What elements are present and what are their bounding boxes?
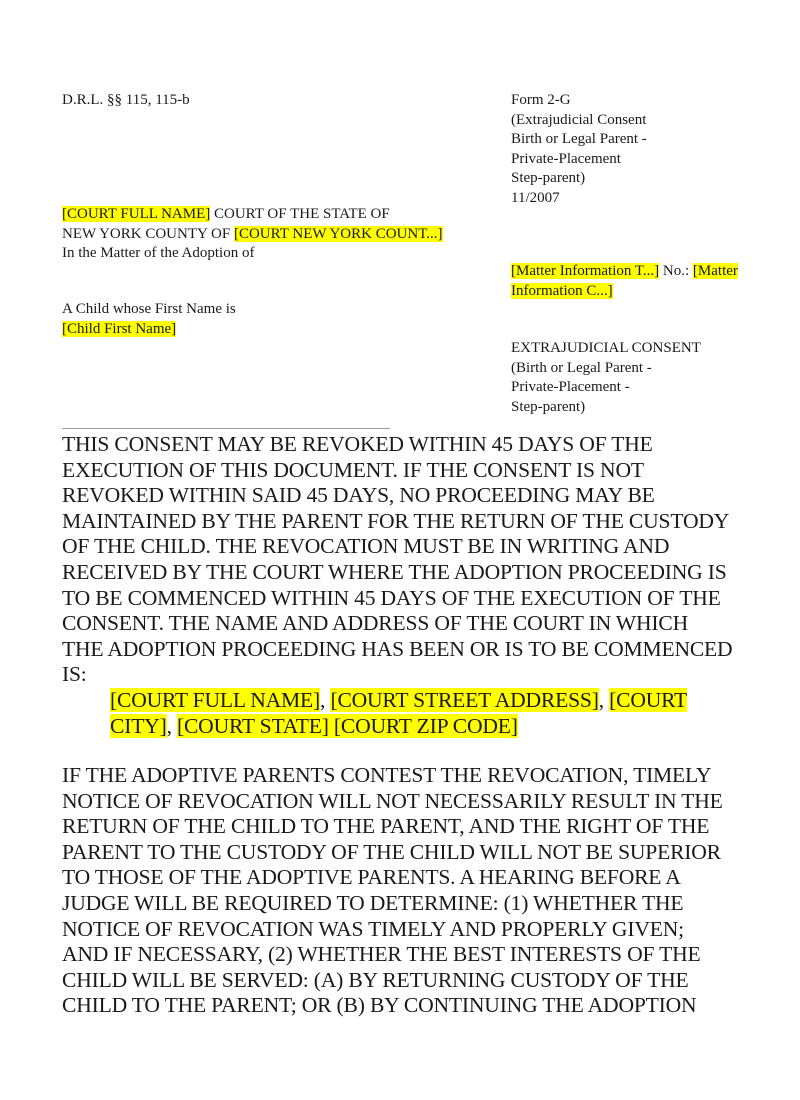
- revocation-notice-paragraph: [62, 432, 782, 688]
- court-street-address-field[interactable]: [COURT STREET ADDRESS]: [330, 688, 599, 712]
- matter-type-field[interactable]: [Matter Information T...]: [511, 263, 660, 279]
- court-address: [110, 688, 750, 739]
- matter-of-adoption-text: In the Matter of the Adoption of: [62, 245, 255, 261]
- paragraph-line: RECEIVED BY THE COURT WHERE THE ADOPTION PROCEEDING IS: [62, 559, 727, 584]
- court-line-1: [62, 205, 502, 225]
- court-full-name-field[interactable]: [COURT FULL NAME]: [110, 688, 321, 712]
- paragraph-line: MAINTAINED BY THE PARENT FOR THE RETURN OF THE CUSTODY: [62, 508, 730, 533]
- document-title-sub: Private-Placement -: [511, 379, 630, 395]
- form-info-line: Birth or Legal Parent -: [511, 131, 647, 147]
- contest-revocation-paragraph: [62, 763, 782, 1019]
- paragraph-line: CONSENT. THE NAME AND ADDRESS OF THE COURT IN WHICH: [62, 611, 688, 636]
- form-number: Form 2-G: [511, 92, 571, 108]
- court-county-field[interactable]: [COURT NEW YORK COUNT...]: [233, 225, 443, 242]
- paragraph-line: TO THOSE OF THE ADOPTIVE PARENTS. A HEARING BEFORE A: [62, 865, 681, 890]
- form-info-line: (Extrajudicial Consent: [511, 111, 647, 128]
- document-title: [511, 339, 781, 417]
- child-first-name-field[interactable]: [Child First Name]: [62, 320, 177, 337]
- court-city-field[interactable]: [COURT: [609, 688, 688, 712]
- court-line-1-text: COURT OF THE STATE OF: [210, 206, 390, 222]
- document-title-sub: (Birth or Legal Parent -: [511, 359, 652, 376]
- document-title-sub: Step-parent): [511, 398, 586, 415]
- matter-information: [511, 262, 781, 301]
- paragraph-line: EXECUTION OF THIS DOCUMENT. IF THE CONSENT IS NOT: [62, 457, 644, 482]
- separator: ,: [320, 688, 331, 712]
- paragraph-line: RETURN OF THE CHILD TO THE PARENT, AND THE RIGHT OF THE: [62, 814, 710, 839]
- paragraph-line: AND IF NECESSARY, (2) WHETHER THE BEST INTERESTS OF THE: [62, 942, 701, 967]
- court-line-2-text: NEW YORK COUNTY OF: [62, 225, 234, 242]
- paragraph-line: THIS CONSENT MAY BE REVOKED WITHIN 45 DAYS OF THE: [62, 432, 653, 456]
- number-label: No.:: [659, 263, 693, 279]
- child-label: A Child whose First Name is: [62, 301, 236, 317]
- matter-case-number-field[interactable]: [Matter: [692, 263, 738, 279]
- paragraph-line: NOTICE OF REVOCATION WILL NOT NECESSARILY RESULT IN THE: [62, 788, 723, 813]
- paragraph-line: THE ADOPTION PROCEEDING HAS BEEN OR IS TO BE COMMENCED: [62, 636, 733, 661]
- court-full-name-field[interactable]: [COURT FULL NAME]: [62, 206, 211, 222]
- paragraph-line: IS:: [62, 662, 87, 687]
- paragraph-line: OF THE CHILD. THE REVOCATION MUST BE IN WRITING AND: [62, 534, 670, 559]
- form-date: 11/2007: [511, 189, 560, 206]
- document-title-main: EXTRAJUDICIAL CONSENT: [511, 340, 701, 356]
- paragraph-line: REVOKED WITHIN SAID 45 DAYS, NO PROCEEDING MAY BE: [62, 483, 655, 508]
- court-caption: [62, 205, 502, 264]
- court-city-field-cont[interactable]: CITY]: [110, 713, 167, 738]
- paragraph-line: PARENT TO THE CUSTODY OF THE CHILD WILL NOT BE SUPERIOR: [62, 839, 721, 864]
- court-zip-code-field[interactable]: [COURT ZIP CODE]: [333, 713, 518, 738]
- form-info-line: Step-parent): [511, 170, 586, 186]
- matter-case-number-field-cont[interactable]: Information C...]: [511, 282, 613, 299]
- paragraph-line: NOTICE OF REVOCATION WAS TIMELY AND PROPERLY GIVEN;: [62, 916, 684, 941]
- statute-citation: D.R.L. §§ 115, 115-b: [62, 92, 190, 108]
- form-info-line: Private-Placement: [511, 150, 621, 167]
- separator: ,: [166, 713, 177, 738]
- paragraph-line: TO BE COMMENCED WITHIN 45 DAYS OF THE EXECUTION OF THE: [62, 585, 721, 610]
- court-line-2: [62, 225, 502, 245]
- paragraph-line: CHILD WILL BE SERVED: (A) BY RETURNING CUSTODY OF THE: [62, 967, 689, 992]
- paragraph-line: CHILD TO THE PARENT; OR (B) BY CONTINUING THE ADOPTION: [62, 993, 697, 1018]
- separator: ,: [598, 688, 610, 712]
- child-block: [62, 300, 362, 339]
- paragraph-line: JUDGE WILL BE REQUIRED TO DETERMINE: (1) WHETHER THE: [62, 890, 684, 915]
- paragraph-line: IF THE ADOPTIVE PARENTS CONTEST THE REVOCATION, TIMELY: [62, 763, 712, 787]
- caption-divider: [62, 428, 390, 429]
- form-info: [511, 91, 781, 208]
- court-state-field[interactable]: [COURT STATE]: [176, 713, 329, 738]
